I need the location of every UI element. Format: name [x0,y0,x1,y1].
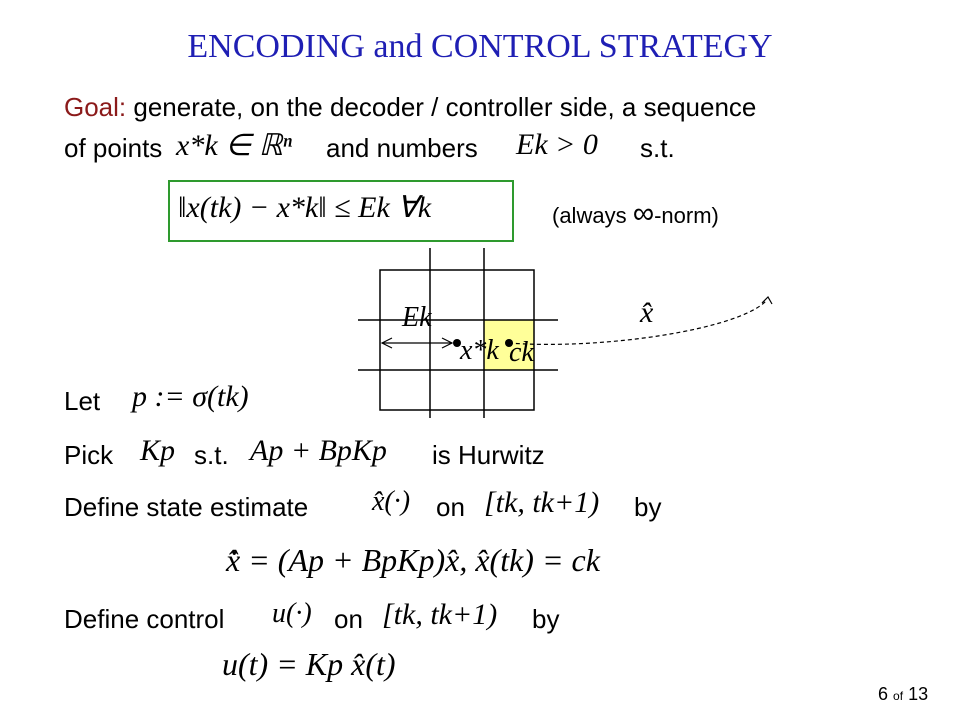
define-state-interval: [tk, tk+1) [484,486,600,519]
let-text: Let [64,386,101,416]
pick-matrix-formula: Ap + BpKp [250,434,387,467]
norm-note-prefix: (always [552,203,627,228]
state-estimate-symbol: x̂(·) [372,486,411,517]
diagram-label-e: Ek [402,302,432,333]
define-control-by: by [532,604,560,634]
control-symbol: u(·) [272,598,312,629]
page-of: of [893,689,904,703]
goal-text: generate, on the decoder / controller side, a sequence [133,92,757,122]
page-current: 6 [878,684,889,704]
diagram-label-xhat: x̂ [640,296,654,329]
points-formula: x*k ∈ ℝⁿ [176,129,292,162]
norm-note-suffix: -norm) [654,203,719,228]
trajectory-curve [509,300,767,344]
define-control-interval: [tk, tk+1) [382,598,498,631]
define-control-text: Define control [64,604,225,634]
state-equation: x̂̇ = (Ap + BpKp)x̂, x̂(tk) = ck [226,542,600,578]
infinity-icon: ∞ [632,197,655,230]
pick-k-formula: Kp [140,434,176,467]
page-number [878,684,928,705]
diagram-label-xstar: x*k [460,335,499,366]
hurwitz-text: is Hurwitz [432,440,545,470]
define-state-on: on [436,492,465,522]
pick-text: Pick [64,440,114,470]
control-equation: u(t) = Kp x̂(t) [222,646,396,682]
define-control-on: on [334,604,363,634]
slide-title: ENCODING and CONTROL STRATEGY [187,28,773,65]
and-numbers-text: and numbers [326,133,478,163]
page-total: 13 [908,684,929,704]
such-that-text: s.t. [640,133,675,163]
distance-arrow [382,338,452,348]
numbers-formula: Ek > 0 [516,128,598,161]
of-points-text: of points [64,133,163,163]
define-state-by: by [634,492,662,522]
goal-label: Goal: [64,92,127,122]
define-state-text: Define state estimate [64,492,309,522]
pick-st-text: s.t. [194,440,229,470]
boxed-formula: ‖x(tk) − x*k‖ ≤ Ek ∀k [178,191,432,224]
let-formula: p := σ(tk) [132,380,249,413]
diagram-label-c: ck [509,337,534,368]
